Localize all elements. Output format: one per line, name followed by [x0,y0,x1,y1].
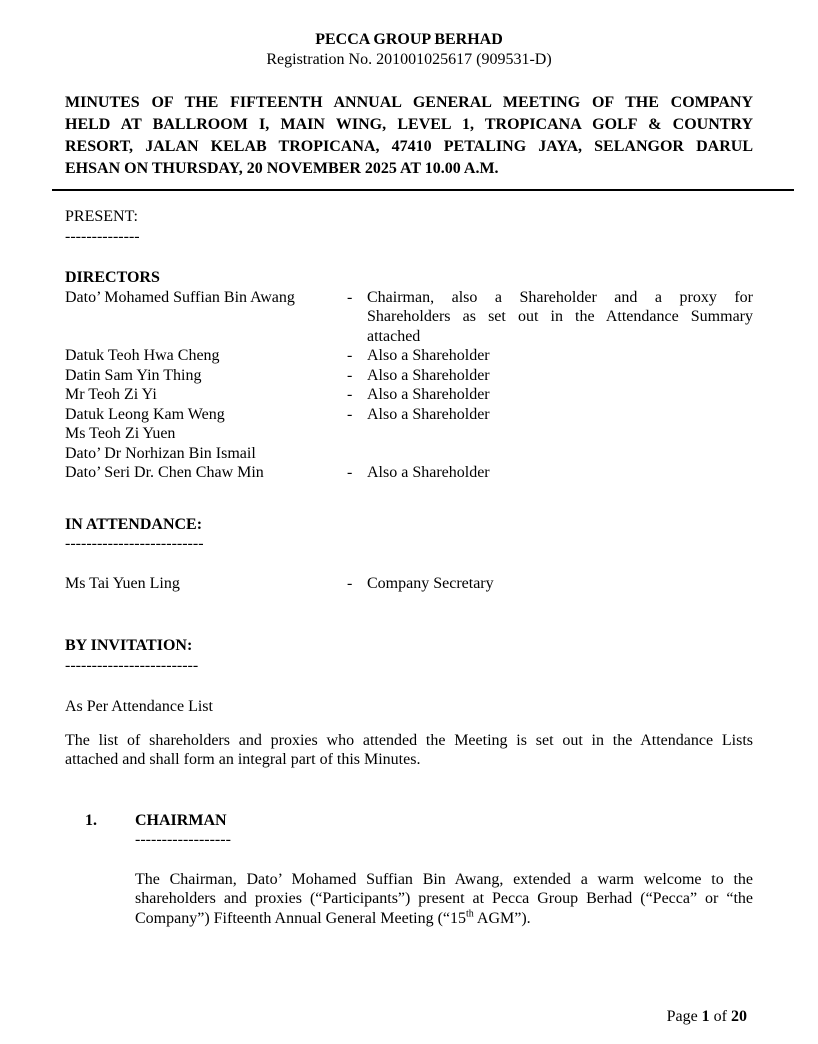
section-heading-block [135,811,753,850]
attendance-lists-paragraph [65,731,753,770]
director-role: Also a Shareholder [367,405,490,423]
paragraph-line: attached and shall form an integral part of this Minutes. [65,751,421,768]
director-name: Dato’ Dr Norhizan Bin Ismail [65,444,256,462]
director-name: Datuk Leong Kam Weng [65,405,225,423]
role-dash: - [347,574,353,592]
in-attendance-heading: IN ATTENDANCE: [65,515,203,533]
footer-total-pages: 20 [731,1007,747,1025]
section-chairman [65,811,753,929]
section-heading-row [65,811,753,850]
ordinal-suffix: th [466,908,474,920]
director-row [65,463,753,483]
section-number: 1. [85,811,97,829]
attendee-role: Company Secretary [367,574,494,592]
present-section [65,207,753,246]
meeting-title-line: MINUTES OF THE FIFTEENTH ANNUAL GENERAL MEETING OF THE COMPANY [65,94,753,111]
role-dash: - [347,288,353,306]
director-row [65,288,753,347]
director-name: Datin Sam Yin Thing [65,366,202,384]
meeting-title-line: HELD AT BALLROOM I, MAIN WING, LEVEL 1, TROPICANA GOLF & COUNTRY [65,116,753,133]
paragraph-line: The Chairman, Dato’ Mohamed Suffian Bin Awang, extended a warm welcome to the [135,870,753,888]
registration-number: Registration No. 201001025617 (909531-D) [266,50,552,68]
director-row [65,424,753,444]
by-invitation-section [65,636,753,717]
footer-page-number: 1 [701,1007,710,1025]
by-invitation-heading: BY INVITATION: [65,637,193,654]
director-role: Also a Shareholder [367,386,490,403]
paragraph-text: Company”) Fifteenth Annual General Meeting (“15 [135,909,467,927]
director-row [65,366,753,386]
footer-page-label: Page [666,1007,698,1025]
director-role: Also a Shareholder [367,366,490,384]
role-dash: - [347,386,353,403]
director-role: Also a Shareholder [367,464,490,481]
director-name: Dato’ Mohamed Suffian Bin Awang [65,288,295,306]
director-role [367,288,753,347]
section-indent [65,811,85,850]
director-name: Ms Teoh Zi Yuen [65,425,176,442]
present-label: PRESENT: [65,208,138,225]
meeting-title-line: EHSAN ON THURSDAY, 20 NOVEMBER 2025 AT 10.00 A.M. [65,160,499,177]
director-row [65,385,753,405]
attendee-row [65,574,753,594]
director-row [65,346,753,366]
director-role: Also a Shareholder [367,347,490,364]
directors-heading: DIRECTORS [65,269,160,286]
role-dash: - [347,347,353,364]
directors-section [65,268,753,483]
role-dash: - [347,366,353,384]
section-paragraph [135,870,753,929]
by-invitation-underline: ------------------------- [65,656,199,674]
attendee-name: Ms Tai Yuen Ling [65,574,180,592]
director-role-line: Chairman, also a Shareholder and a proxy for [367,288,753,306]
paragraph-line: The list of shareholders and proxies who attended the Meeting is set out in the Attendance Lists [65,731,753,749]
company-name: PECCA GROUP BERHAD [315,31,503,48]
page-footer [667,1007,747,1027]
attendance-list-note: As Per Attendance List [65,698,213,715]
paragraph-line: shareholders and proxies (“Participants”) present at Pecca Group Berhad (“Pecca” or “the [135,890,753,907]
in-attendance-section [65,515,753,594]
paragraph-text: AGM”). [473,909,531,927]
in-attendance-underline: -------------------------- [65,535,204,552]
director-name: Mr Teoh Zi Yi [65,386,157,403]
paragraph-line [135,909,753,929]
director-row [65,444,753,464]
director-role-line: Shareholders as set out in the Attendance Summary [367,308,753,325]
director-row [65,405,753,425]
director-name: Datuk Teoh Hwa Cheng [65,347,220,364]
footer-of-label: of [713,1007,727,1025]
header-divider-rule [52,189,794,191]
meeting-title [65,92,753,180]
meeting-title-line: RESORT, JALAN KELAB TROPICANA, 47410 PETALING JAYA, SELANGOR DARUL [65,138,753,155]
director-role-line: attached [367,327,421,345]
section-heading-underline: ------------------ [135,831,231,848]
role-dash: - [347,464,353,481]
director-name: Dato’ Seri Dr. Chen Chaw Min [65,464,264,481]
present-underline: -------------- [65,227,140,245]
role-dash: - [347,405,353,423]
section-heading: CHAIRMAN [135,811,227,829]
